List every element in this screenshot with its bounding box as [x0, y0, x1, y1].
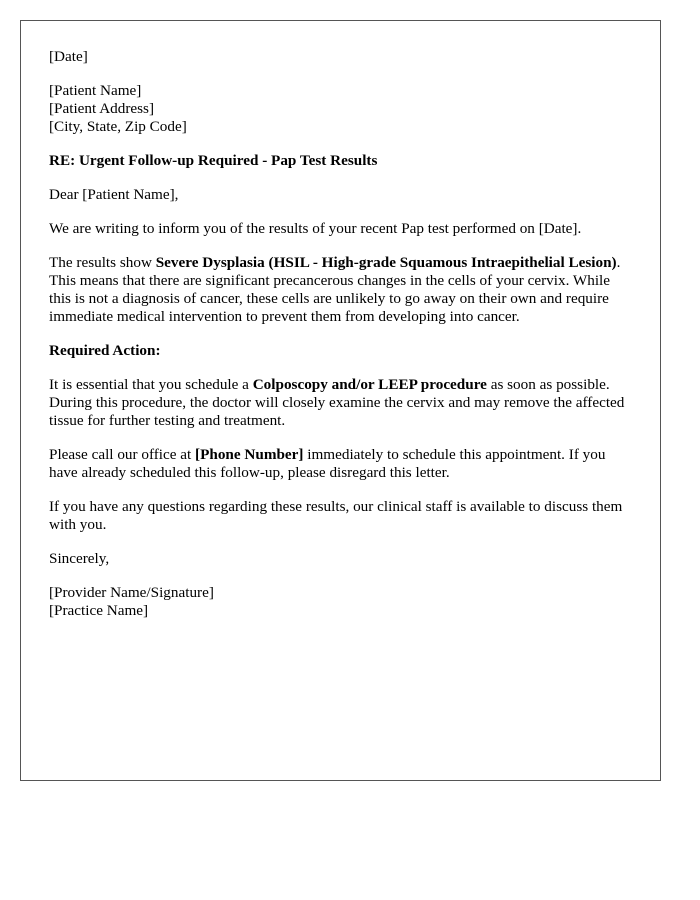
provider-signature: [Provider Name/Signature] — [49, 584, 214, 601]
patient-address: [Patient Address] — [49, 100, 155, 117]
results-paragraph — [49, 254, 632, 326]
required-action-heading: Required Action: — [49, 342, 161, 359]
call-paragraph — [49, 446, 632, 482]
intro-paragraph: We are writing to inform you of the results of your recent Pap test performed on [Date]. — [49, 220, 582, 237]
results-prefix: The results show — [49, 254, 156, 271]
call-prefix: Please call our office at — [49, 446, 196, 463]
action-paragraph — [49, 376, 632, 430]
letter-date: [Date] — [49, 48, 88, 65]
salutation: Dear [Patient Name], — [49, 186, 179, 203]
practice-name: [Practice Name] — [49, 602, 149, 619]
questions-paragraph: If you have any questions regarding these results, our clinical staff is available to discuss them with you. — [49, 498, 623, 533]
letter-subject: RE: Urgent Follow-up Required - Pap Test Results — [49, 152, 378, 169]
phone-number: [Phone Number] — [195, 446, 304, 463]
closing: Sincerely, — [49, 550, 110, 567]
results-suffix: . This means that there are significant precancerous changes in the cells of your cervix. While this is not a diagnosis of cancer, these cells are unlikely to go away on their own and require immediate medical intervention to prevent them from developing into cancer. — [49, 254, 621, 325]
action-prefix: It is essential that you schedule a — [49, 376, 253, 393]
patient-city-state-zip: [City, State, Zip Code] — [49, 118, 187, 135]
diagnosis-text: Severe Dysplasia (HSIL - High-grade Squamous Intraepithelial Lesion) — [155, 254, 617, 271]
signature-block — [49, 584, 632, 620]
letter-page — [20, 20, 661, 781]
procedure-text: Colposcopy and/or LEEP procedure — [252, 376, 487, 393]
patient-address-block — [49, 82, 632, 136]
patient-name: [Patient Name] — [49, 82, 142, 99]
call-suffix: immediately to schedule this appointment. If you have already scheduled this follow-up, please disregard this letter. — [49, 446, 606, 481]
action-suffix: as soon as possible. During this procedure, the doctor will closely examine the cervix and may remove the affected tissue for further testing and treatment. — [49, 376, 625, 429]
